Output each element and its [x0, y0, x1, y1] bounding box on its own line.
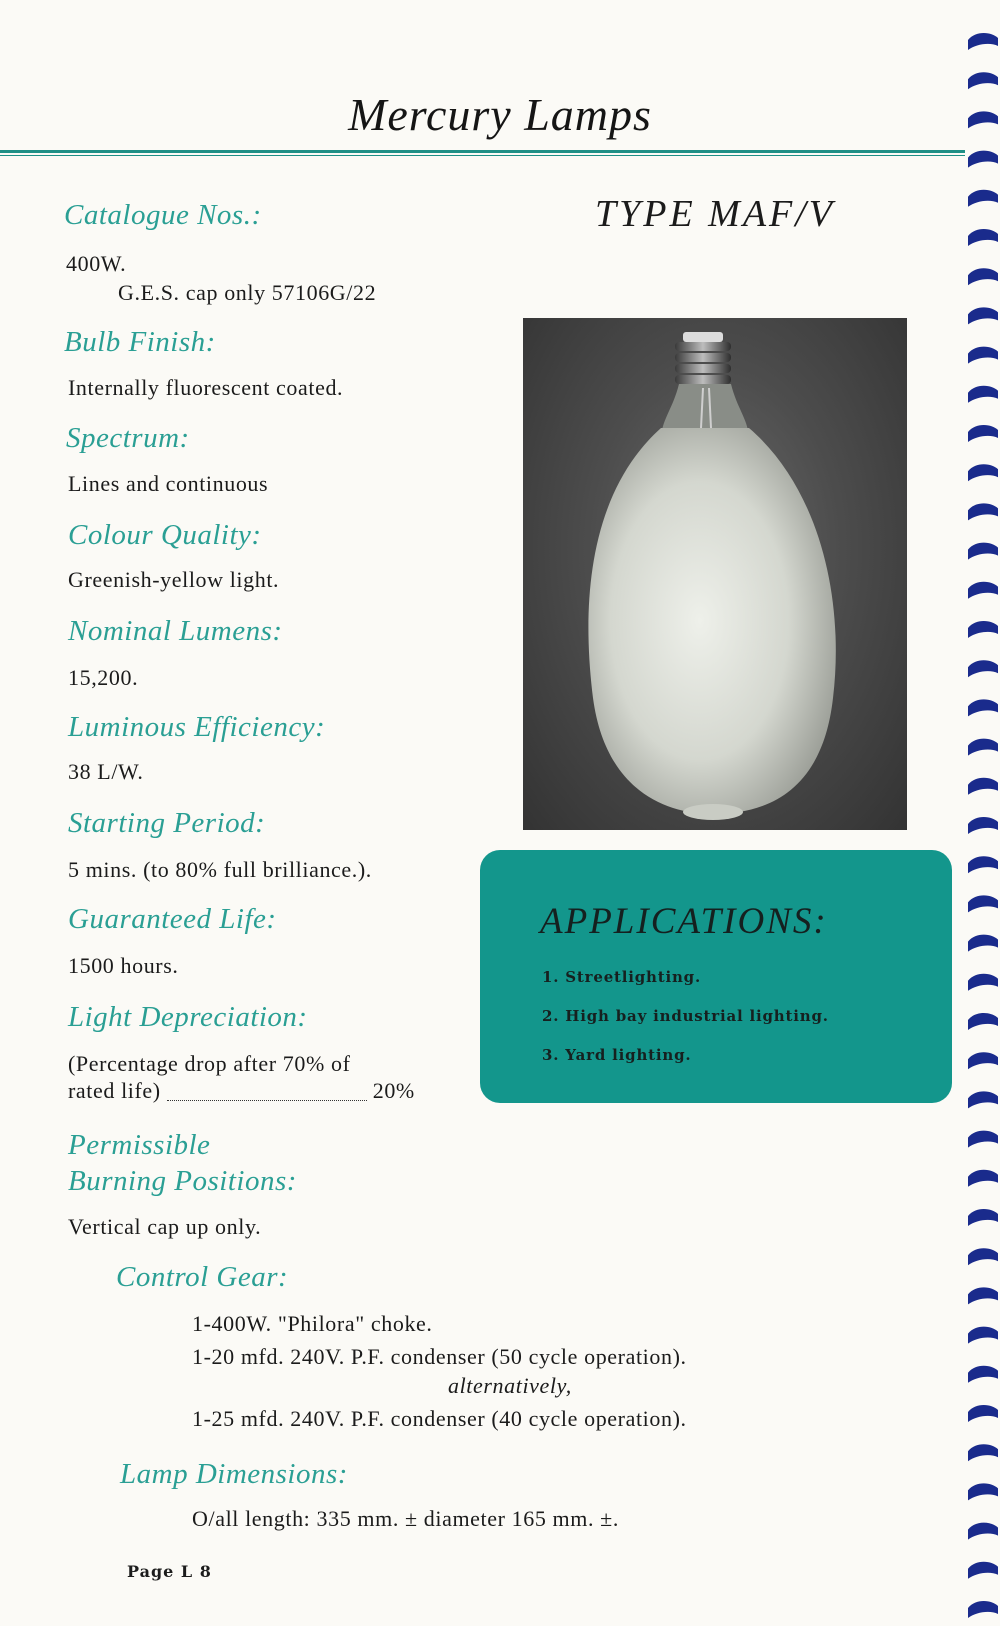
light-depreciation-line1: (Percentage drop after 70% of: [68, 1051, 351, 1076]
control-gear-line1: 1-400W. "Philora" choke.: [192, 1311, 433, 1336]
spiral-coil: [968, 1091, 998, 1108]
applications-title: APPLICATIONS:: [540, 901, 828, 942]
spiral-coil: [968, 1170, 998, 1187]
luminous-efficiency-value: 38 L/W.: [68, 759, 144, 784]
application-item-1: 1. Streetlighting.: [542, 968, 701, 986]
header-rule-thin: [0, 155, 965, 156]
spiral-coil: [968, 1562, 998, 1579]
spiral-coil: [968, 1013, 998, 1030]
bulb-finish-value: Internally fluorescent coated.: [68, 375, 344, 400]
colour-quality-value: Greenish-yellow light.: [68, 567, 280, 592]
spiral-coil: [968, 1248, 998, 1265]
nominal-lumens-value: 15,200.: [68, 665, 139, 690]
spiral-coil: [968, 699, 998, 716]
control-gear-alternatively: alternatively,: [448, 1373, 572, 1398]
spiral-coil: [968, 1405, 998, 1422]
type-title: TYPE MAF/V: [594, 193, 836, 235]
spiral-coil: [968, 268, 998, 285]
light-depreciation-heading: Light Depreciation:: [68, 1001, 308, 1033]
control-gear-line3: 1-25 mfd. 240V. P.F. condenser (40 cycle operation).: [192, 1406, 687, 1431]
burning-positions-heading-1: Permissible: [68, 1129, 211, 1161]
spiral-coil: [968, 229, 998, 246]
spiral-coil: [968, 739, 998, 756]
spiral-coil: [968, 347, 998, 364]
spiral-coil: [968, 1287, 998, 1304]
spiral-coil: [968, 621, 998, 638]
spiral-coil: [968, 1131, 998, 1148]
spiral-coil: [968, 1444, 998, 1461]
burning-positions-heading-2: Burning Positions:: [68, 1165, 297, 1197]
light-depreciation-label: rated life): [68, 1078, 161, 1103]
spiral-coil: [968, 1366, 998, 1383]
page-number: Page L 8: [127, 1562, 212, 1581]
spiral-coil: [968, 856, 998, 873]
guaranteed-life-heading: Guaranteed Life:: [68, 903, 277, 935]
spiral-coil: [968, 778, 998, 795]
starting-period-heading: Starting Period:: [68, 807, 266, 839]
spiral-coil: [968, 817, 998, 834]
spectrum-value: Lines and continuous: [68, 471, 269, 496]
spiral-coil: [968, 935, 998, 952]
spiral-coil: [968, 151, 998, 168]
header-rule: [0, 150, 965, 153]
applications-panel: [480, 850, 952, 1103]
catalogue-wattage: 400W.: [66, 251, 127, 276]
bulb-finish-heading: Bulb Finish:: [64, 326, 216, 358]
spiral-coil: [968, 1327, 998, 1344]
spiral-coil: [968, 582, 998, 599]
spiral-coil: [968, 307, 998, 324]
nominal-lumens-heading: Nominal Lumens:: [68, 615, 283, 647]
lamp-dimensions-heading: Lamp Dimensions:: [120, 1458, 348, 1490]
spiral-coil: [968, 72, 998, 89]
catalogue-heading: Catalogue Nos.:: [64, 199, 262, 231]
page-title: Mercury Lamps: [348, 89, 652, 140]
control-gear-heading: Control Gear:: [116, 1261, 289, 1293]
spiral-coil: [968, 895, 998, 912]
light-depreciation-line2: [68, 1077, 452, 1105]
spiral-coil: [968, 386, 998, 403]
spiral-coil: [968, 464, 998, 481]
spectrum-heading: Spectrum:: [66, 422, 190, 454]
lamp-bulb-icon: [523, 318, 907, 830]
spiral-coil: [968, 543, 998, 560]
spiral-coil: [968, 660, 998, 677]
control-gear-line2: 1-20 mfd. 240V. P.F. condenser (50 cycle operation).: [192, 1344, 687, 1369]
colour-quality-heading: Colour Quality:: [68, 519, 262, 551]
application-item-3: 3. Yard lighting.: [542, 1046, 692, 1064]
light-depreciation-value: 20%: [372, 1078, 415, 1103]
spiral-coil: [968, 111, 998, 128]
spiral-coil: [968, 1523, 998, 1540]
spiral-coil: [968, 503, 998, 520]
catalogue-number: G.E.S. cap only 57106G/22: [118, 280, 377, 305]
spiral-coil: [968, 1052, 998, 1069]
application-item-2: 2. High bay industrial lighting.: [542, 1007, 829, 1025]
spiral-coil: [968, 1209, 998, 1226]
spiral-coil: [968, 190, 998, 207]
spiral-coil: [968, 425, 998, 442]
spiral-binding: [962, 0, 1000, 1626]
spiral-coil: [968, 1601, 998, 1618]
leader-dots: [167, 1100, 367, 1101]
spiral-coil: [968, 33, 998, 50]
spiral-coil: [968, 1483, 998, 1500]
lamp-dimensions-value: O/all length: 335 mm. ± diameter 165 mm. ±.: [192, 1506, 619, 1531]
starting-period-value: 5 mins. (to 80% full brilliance.).: [68, 857, 372, 882]
burning-positions-value: Vertical cap up only.: [68, 1214, 262, 1239]
spiral-coil: [968, 974, 998, 991]
guaranteed-life-value: 1500 hours.: [68, 953, 179, 978]
lamp-photo: [523, 318, 907, 830]
luminous-efficiency-heading: Luminous Efficiency:: [68, 711, 326, 743]
